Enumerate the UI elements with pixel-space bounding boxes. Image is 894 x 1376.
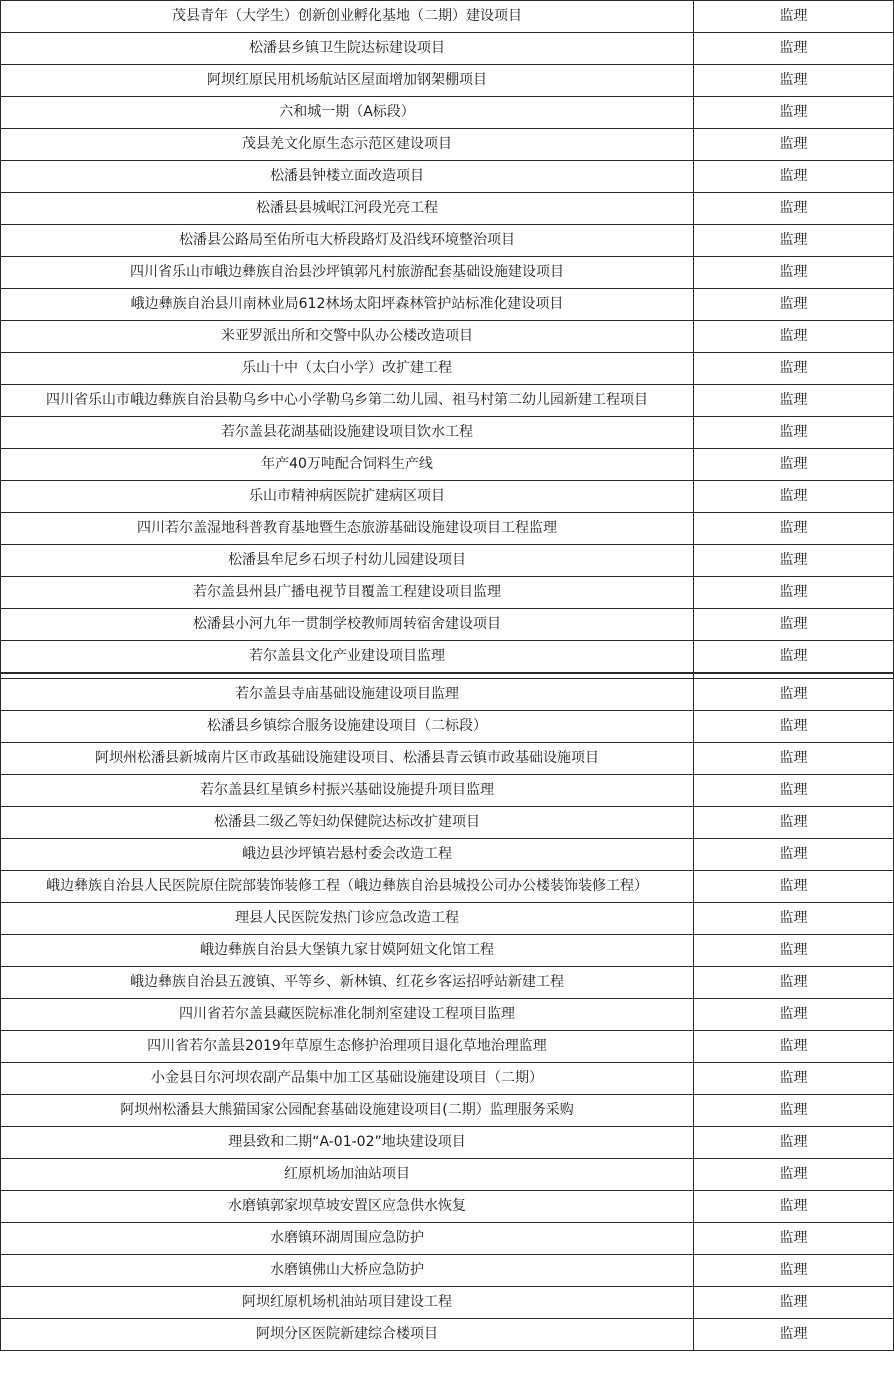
service-type-cell: 监理 — [694, 1159, 894, 1191]
table-row — [1, 289, 894, 321]
project-name-cell: 小金县日尔河坝农副产品集中加工区基础设施建设项目（二期） — [1, 1063, 694, 1095]
table-row — [1, 545, 894, 577]
project-name-cell: 四川省若尔盖县藏医院标准化制剂室建设工程项目监理 — [1, 999, 694, 1031]
project-name-cell: 松潘县小河九年一贯制学校教师周转宿舍建设项目 — [1, 609, 694, 641]
service-type-cell: 监理 — [694, 353, 894, 385]
table-row — [1, 65, 894, 97]
table-row — [1, 481, 894, 513]
project-name-cell: 茂县羌文化原生态示范区建设项目 — [1, 129, 694, 161]
table-row — [1, 743, 894, 775]
project-name-cell: 阿坝州松潘县大熊猫国家公园配套基础设施建设项目(二期）监理服务采购 — [1, 1095, 694, 1127]
table-row — [1, 679, 894, 711]
service-type-cell: 监理 — [694, 577, 894, 609]
service-type-cell: 监理 — [694, 545, 894, 577]
service-type-cell: 监理 — [694, 967, 894, 999]
project-name-cell: 若尔盖县州县广播电视节目覆盖工程建设项目监理 — [1, 577, 694, 609]
table-row — [1, 577, 894, 609]
table-row — [1, 903, 894, 935]
table-row — [1, 321, 894, 353]
project-name-cell: 若尔盖县文化产业建设项目监理 — [1, 641, 694, 674]
project-name-cell: 水磨镇环湖周围应急防护 — [1, 1223, 694, 1255]
table-row — [1, 97, 894, 129]
table-row — [1, 1319, 894, 1351]
project-name-cell: 阿坝州松潘县新城南片区市政基础设施建设项目、松潘县青云镇市政基础设施项目 — [1, 743, 694, 775]
table-row — [1, 385, 894, 417]
project-table-body — [1, 1, 894, 1351]
project-name-cell: 松潘县牟尼乡石坝子村幼儿园建设项目 — [1, 545, 694, 577]
project-name-cell: 松潘县公路局至佑所屯大桥段路灯及沿线环境整治项目 — [1, 225, 694, 257]
project-name-cell: 茂县青年（大学生）创新创业孵化基地（二期）建设项目 — [1, 1, 694, 33]
project-name-cell: 水磨镇郭家坝草坡安置区应急供水恢复 — [1, 1191, 694, 1223]
service-type-cell: 监理 — [694, 289, 894, 321]
project-name-cell: 阿坝红原民用机场航站区屋面增加钢架棚项目 — [1, 65, 694, 97]
service-type-cell: 监理 — [694, 1191, 894, 1223]
project-name-cell: 峨边彝族自治县大堡镇九家甘嫫阿妞文化馆工程 — [1, 935, 694, 967]
project-name-cell: 四川省乐山市峨边彝族自治县沙坪镇郭凡村旅游配套基础设施建设项目 — [1, 257, 694, 289]
service-type-cell: 监理 — [694, 1255, 894, 1287]
table-row — [1, 1255, 894, 1287]
service-type-cell: 监理 — [694, 1319, 894, 1351]
service-type-cell: 监理 — [694, 1031, 894, 1063]
table-row — [1, 999, 894, 1031]
project-name-cell: 峨边彝族自治县人民医院原住院部装饰装修工程（峨边彝族自治县城投公司办公楼装饰装修工程） — [1, 871, 694, 903]
project-name-cell: 年产40万吨配合饲料生产线 — [1, 449, 694, 481]
service-type-cell: 监理 — [694, 481, 894, 513]
project-name-cell: 红原机场加油站项目 — [1, 1159, 694, 1191]
table-row — [1, 935, 894, 967]
project-name-cell: 四川若尔盖湿地科普教育基地暨生态旅游基础设施建设项目工程监理 — [1, 513, 694, 545]
service-type-cell: 监理 — [694, 679, 894, 711]
project-name-cell: 若尔盖县红星镇乡村振兴基础设施提升项目监理 — [1, 775, 694, 807]
service-type-cell: 监理 — [694, 33, 894, 65]
service-type-cell: 监理 — [694, 225, 894, 257]
service-type-cell: 监理 — [694, 193, 894, 225]
table-row — [1, 1287, 894, 1319]
project-name-cell: 米亚罗派出所和交警中队办公楼改造项目 — [1, 321, 694, 353]
service-type-cell: 监理 — [694, 871, 894, 903]
table-row — [1, 449, 894, 481]
service-type-cell: 监理 — [694, 1095, 894, 1127]
table-row — [1, 257, 894, 289]
project-name-cell: 松潘县县城岷江河段光亮工程 — [1, 193, 694, 225]
service-type-cell: 监理 — [694, 417, 894, 449]
table-row — [1, 129, 894, 161]
service-type-cell: 监理 — [694, 609, 894, 641]
table-row — [1, 225, 894, 257]
service-type-cell: 监理 — [694, 97, 894, 129]
project-name-cell: 理县人民医院发热门诊应急改造工程 — [1, 903, 694, 935]
table-row — [1, 1063, 894, 1095]
service-type-cell: 监理 — [694, 129, 894, 161]
service-type-cell: 监理 — [694, 1223, 894, 1255]
project-name-cell: 峨边彝族自治县五渡镇、平等乡、新林镇、红花乡客运招呼站新建工程 — [1, 967, 694, 999]
table-row — [1, 711, 894, 743]
table-row — [1, 775, 894, 807]
table-row — [1, 417, 894, 449]
project-name-cell: 水磨镇佛山大桥应急防护 — [1, 1255, 694, 1287]
table-row — [1, 513, 894, 545]
table-row — [1, 353, 894, 385]
project-name-cell: 六和城一期（A标段） — [1, 97, 694, 129]
service-type-cell: 监理 — [694, 1287, 894, 1319]
service-type-cell: 监理 — [694, 807, 894, 839]
table-row — [1, 1223, 894, 1255]
project-name-cell: 理县致和二期“A-01-02”地块建设项目 — [1, 1127, 694, 1159]
service-type-cell: 监理 — [694, 1063, 894, 1095]
table-row — [1, 33, 894, 65]
service-type-cell: 监理 — [694, 321, 894, 353]
project-name-cell: 阿坝分区医院新建综合楼项目 — [1, 1319, 694, 1351]
service-type-cell: 监理 — [694, 999, 894, 1031]
service-type-cell: 监理 — [694, 1127, 894, 1159]
service-type-cell: 监理 — [694, 513, 894, 545]
service-type-cell: 监理 — [694, 1, 894, 33]
table-row — [1, 967, 894, 999]
service-type-cell: 监理 — [694, 641, 894, 674]
service-type-cell: 监理 — [694, 775, 894, 807]
project-name-cell: 乐山十中（太白小学）改扩建工程 — [1, 353, 694, 385]
project-name-cell: 峨边彝族自治县川南林业局612林场太阳坪森林管护站标准化建设项目 — [1, 289, 694, 321]
table-row — [1, 1031, 894, 1063]
table-row — [1, 161, 894, 193]
project-name-cell: 若尔盖县寺庙基础设施建设项目监理 — [1, 679, 694, 711]
table-row — [1, 641, 894, 674]
service-type-cell: 监理 — [694, 903, 894, 935]
service-type-cell: 监理 — [694, 161, 894, 193]
table-row — [1, 871, 894, 903]
service-type-cell: 监理 — [694, 935, 894, 967]
table-row — [1, 807, 894, 839]
table-row — [1, 609, 894, 641]
table-row — [1, 1127, 894, 1159]
service-type-cell: 监理 — [694, 839, 894, 871]
table-row — [1, 1191, 894, 1223]
service-type-cell: 监理 — [694, 743, 894, 775]
table-row — [1, 193, 894, 225]
project-name-cell: 乐山市精神病医院扩建病区项目 — [1, 481, 694, 513]
table-row — [1, 839, 894, 871]
service-type-cell: 监理 — [694, 385, 894, 417]
service-type-cell: 监理 — [694, 711, 894, 743]
table-row — [1, 1095, 894, 1127]
project-name-cell: 四川省乐山市峨边彝族自治县勒乌乡中心小学勒乌乡第二幼儿园、祖马村第二幼儿园新建工程项目 — [1, 385, 694, 417]
service-type-cell: 监理 — [694, 449, 894, 481]
service-type-cell: 监理 — [694, 65, 894, 97]
project-name-cell: 峨边县沙坪镇岩悬村委会改造工程 — [1, 839, 694, 871]
project-name-cell: 松潘县乡镇卫生院达标建设项目 — [1, 33, 694, 65]
service-type-cell: 监理 — [694, 257, 894, 289]
project-name-cell: 松潘县钟楼立面改造项目 — [1, 161, 694, 193]
project-name-cell: 松潘县乡镇综合服务设施建设项目（二标段） — [1, 711, 694, 743]
project-name-cell: 四川省若尔盖县2019年草原生态修护治理项目退化草地治理监理 — [1, 1031, 694, 1063]
project-name-cell: 若尔盖县花湖基础设施建设项目饮水工程 — [1, 417, 694, 449]
project-name-cell: 松潘县二级乙等妇幼保健院达标改扩建项目 — [1, 807, 694, 839]
project-name-cell: 阿坝红原机场机油站项目建设工程 — [1, 1287, 694, 1319]
table-row — [1, 1159, 894, 1191]
table-row — [1, 1, 894, 33]
